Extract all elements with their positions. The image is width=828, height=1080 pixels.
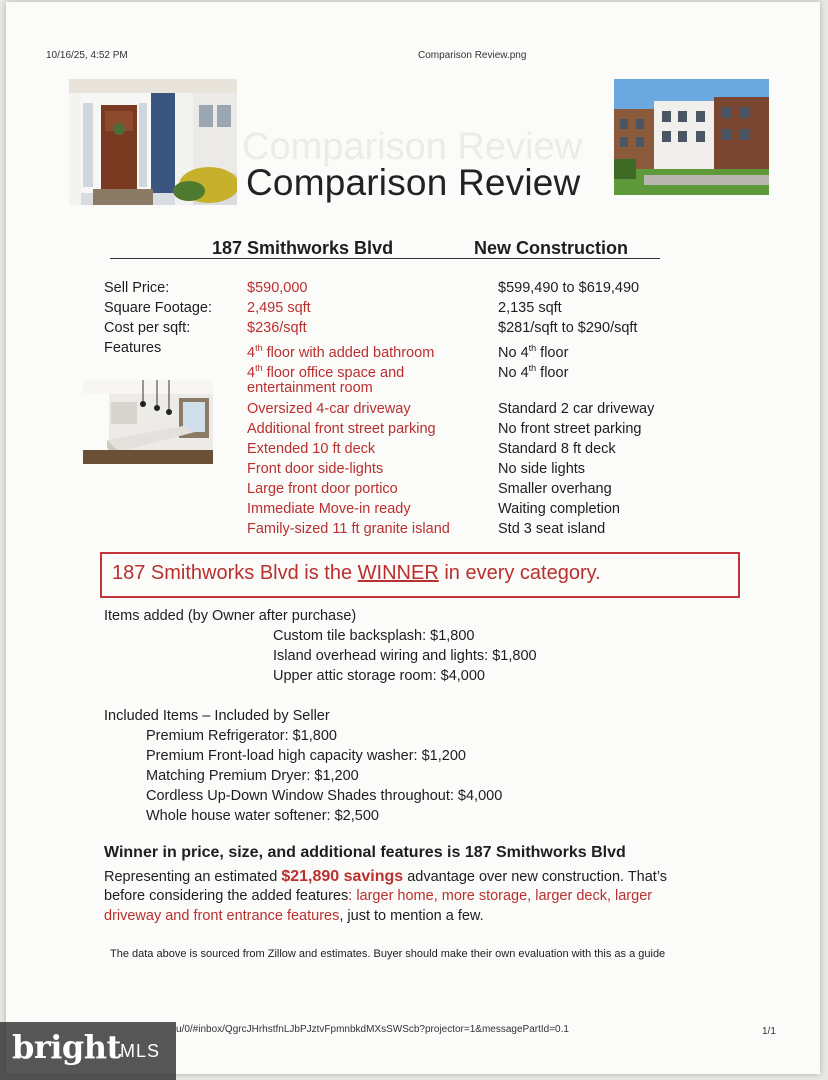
feature-new-no-4th-floor-1-sup: th — [528, 343, 537, 353]
feature-new-no-4th-floor-2-rest: floor — [536, 364, 569, 381]
winner-statement — [112, 562, 601, 585]
row-label-features: Features — [104, 340, 162, 356]
feature-smithworks-entertainment-room: entertainment room — [247, 380, 373, 396]
feature-smithworks-4th-floor-bath-sup: th — [255, 343, 263, 353]
summary-headline: Winner in price, size, and additional features is 187 Smithworks Blvd — [104, 844, 626, 861]
items-added-item: Custom tile backsplash: $1,800 — [273, 628, 475, 644]
feature-smithworks-deck: Extended 10 ft deck — [247, 441, 376, 457]
print-datetime: 10/16/25, 4:52 PM — [46, 50, 128, 61]
summary-line-3 — [104, 908, 484, 924]
summary-line-1-before: Representing an estimated — [104, 869, 282, 885]
feature-smithworks-street-parking: Additional front street parking — [247, 421, 436, 437]
included-items-heading: Included Items – Included by Seller — [104, 708, 330, 724]
logo-suffix: MLS — [120, 1041, 161, 1061]
items-added-item: Island overhead wiring and lights: $1,800 — [273, 648, 537, 664]
kitchen-photo — [83, 380, 213, 464]
summary-line-2-red: : larger home, more storage, larger deck, larger — [348, 888, 653, 904]
source-footnote: The data above is sourced from Zillow and estimates. Buyer should make their own evaluation with this as a guide — [110, 948, 666, 960]
included-item: Matching Premium Dryer: $1,200 — [146, 768, 359, 784]
feature-smithworks-4th-floor-office-rest: floor office space and — [262, 364, 405, 381]
items-added-item: Upper attic storage room: $4,000 — [273, 668, 485, 684]
page-number: 1/1 — [762, 1026, 776, 1037]
winner-statement-before: 187 Smithworks Blvd is the — [112, 562, 358, 584]
items-added-heading: Items added (by Owner after purchase) — [104, 608, 357, 624]
row-label-square-footage: Square Footage: — [104, 300, 213, 316]
feature-new-completion: Waiting completion — [498, 501, 620, 517]
sell-price-new: $599,490 to $619,490 — [498, 280, 640, 296]
summary-line-1 — [104, 868, 667, 886]
feature-smithworks-driveway: Oversized 4-car driveway — [247, 401, 411, 417]
document-page — [6, 2, 820, 1074]
winner-statement-after: in every category. — [438, 562, 601, 584]
row-label-cost-per-sqft: Cost per sqft: — [104, 320, 191, 336]
front-door-photo — [69, 79, 237, 205]
feature-smithworks-side-lights: Front door side-lights — [247, 461, 384, 477]
feature-new-street-parking: No front street parking — [498, 421, 642, 437]
feature-smithworks-portico: Large front door portico — [247, 481, 398, 497]
column-header-new-construction: New Construction — [474, 238, 629, 258]
logo-brand: bright — [12, 1028, 121, 1066]
bright-mls-logo — [0, 1022, 176, 1080]
summary-line-2 — [104, 888, 652, 904]
feature-new-no-4th-floor-2-base: No 4 — [498, 364, 529, 381]
summary-line-1-after: advantage over new construction. That’s — [403, 869, 668, 885]
feature-new-no-4th-floor-1-base: No 4 — [498, 344, 529, 361]
feature-new-deck: Standard 8 ft deck — [498, 441, 616, 457]
page-title: Comparison Review — [246, 162, 581, 203]
included-item: Premium Front-load high capacity washer: $1,200 — [146, 748, 466, 764]
cost-per-sqft-smithworks: $236/sqft — [247, 320, 307, 336]
feature-new-island: Std 3 seat island — [498, 521, 606, 537]
square-footage-smithworks: 2,495 sqft — [247, 300, 311, 316]
square-footage-new: 2,135 sqft — [498, 300, 562, 316]
townhouses-photo — [614, 79, 769, 195]
feature-smithworks-island: Family-sized 11 ft granite island — [247, 521, 450, 537]
savings-amount: $21,890 savings — [281, 868, 404, 885]
feature-new-overhang: Smaller overhang — [498, 481, 612, 497]
print-filename: Comparison Review.png — [418, 50, 527, 61]
feature-new-side-lights: No side lights — [498, 461, 586, 477]
summary-line-2-before: before considering the added features — [104, 888, 349, 904]
included-item: Premium Refrigerator: $1,800 — [146, 728, 337, 744]
feature-smithworks-4th-floor-office-base: 4 — [247, 364, 256, 381]
print-url: u/0/#inbox/QgrcJHrhstfnLJbPJztvFpmnbkdMXsSWScb?projector=1&messagePartId=0.1 — [176, 1024, 569, 1035]
feature-smithworks-4th-floor-bath-base: 4 — [247, 344, 256, 361]
cost-per-sqft-new: $281/sqft to $290/sqft — [498, 320, 638, 336]
summary-line-3-after: , just to mention a few. — [339, 908, 484, 924]
summary-line-3-red: driveway and front entrance features — [104, 908, 340, 924]
feature-new-no-4th-floor-2-sup: th — [528, 363, 537, 373]
feature-new-no-4th-floor-2 — [498, 358, 568, 383]
show-through-title: Comparison Review — [242, 126, 583, 168]
feature-smithworks-move-in: Immediate Move-in ready — [247, 501, 411, 517]
included-item: Cordless Up-Down Window Shades throughout: $4,000 — [146, 788, 503, 804]
column-header-smithworks: 187 Smithworks Blvd — [212, 238, 394, 258]
feature-smithworks-4th-floor-office-sup: th — [255, 363, 263, 373]
included-item: Whole house water softener: $2,500 — [146, 808, 379, 824]
header-underline — [110, 258, 660, 259]
winner-word: WINNER — [357, 562, 439, 584]
row-label-sell-price: Sell Price: — [104, 280, 170, 296]
feature-smithworks-4th-floor-bath-rest: floor with added bathroom — [262, 344, 435, 361]
feature-new-driveway: Standard 2 car driveway — [498, 401, 655, 417]
feature-new-no-4th-floor-1-rest: floor — [536, 344, 569, 361]
sell-price-smithworks: $590,000 — [247, 280, 308, 296]
